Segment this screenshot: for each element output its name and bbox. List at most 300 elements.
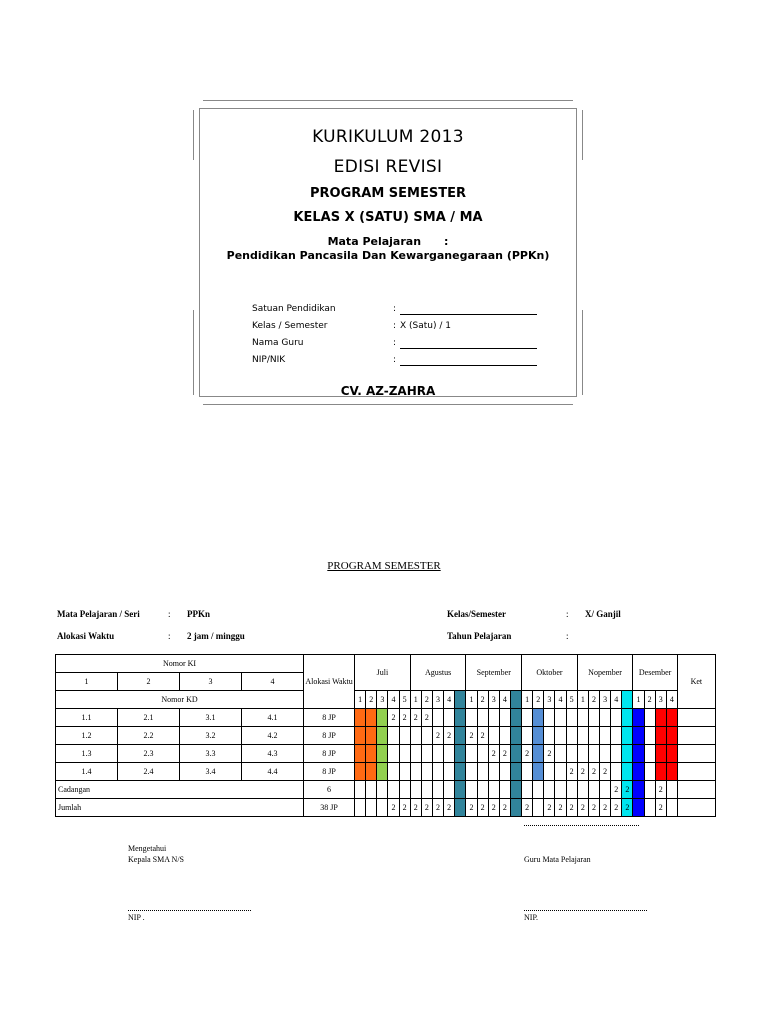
kd-number: 3.1: [180, 709, 242, 727]
schedule-cell: [533, 763, 544, 781]
schedule-cell: [388, 763, 399, 781]
month-header: Juli: [355, 655, 411, 691]
schedule-cell: [544, 727, 555, 745]
schedule-cell: [600, 727, 611, 745]
schedule-cell: [377, 745, 388, 763]
schedule-cell: 2: [566, 763, 577, 781]
header-row-3: [56, 691, 716, 709]
schedule-cell: [666, 781, 677, 799]
week-number: 2: [366, 691, 377, 709]
schedule-cell: [577, 745, 588, 763]
schedule-cell: [488, 727, 499, 745]
schedule-cell: [399, 781, 410, 799]
schedule-cell: [510, 709, 521, 727]
week-number: 2: [644, 691, 655, 709]
schedule-cell: [377, 799, 388, 817]
schedule-cell: [600, 745, 611, 763]
schedule-cell: [611, 745, 622, 763]
header-row-1: [56, 655, 716, 673]
schedule-cell: [388, 781, 399, 799]
schedule-cell: [455, 745, 466, 763]
frame-bottom-line: [203, 404, 573, 405]
schedule-cell: 2: [421, 709, 432, 727]
schedule-cell: [533, 709, 544, 727]
date-dotted-line: [524, 825, 639, 826]
meta-class-label: Kelas/Semester: [447, 609, 506, 619]
schedule-cell: 2: [622, 799, 633, 817]
week-number: 1: [355, 691, 366, 709]
schedule-cell: [600, 781, 611, 799]
schedule-cell: [432, 709, 443, 727]
alokasi-value: 6: [304, 781, 355, 799]
schedule-cell: [622, 763, 633, 781]
alokasi-value: 8 JP: [304, 727, 355, 745]
week-number: 4: [611, 691, 622, 709]
schedule-cell: [455, 781, 466, 799]
field-label-nip: NIP/NIK: [252, 355, 286, 365]
schedule-cell: [510, 799, 521, 817]
schedule-cell: 2: [399, 709, 410, 727]
week-number: 3: [544, 691, 555, 709]
schedule-cell: [510, 781, 521, 799]
schedule-cell: [488, 709, 499, 727]
week-number: 3: [432, 691, 443, 709]
ket-cell: [677, 727, 715, 745]
week-number: 4: [555, 691, 566, 709]
month-header: Nopember: [577, 655, 633, 691]
schedule-cell: [510, 763, 521, 781]
schedule-cell: [566, 727, 577, 745]
schedule-cell: [444, 709, 455, 727]
schedule-cell: 2: [444, 799, 455, 817]
schedule-cell: [566, 709, 577, 727]
kd-number: 3.2: [180, 727, 242, 745]
table-row: [56, 763, 716, 781]
schedule-cell: [410, 727, 421, 745]
schedule-cell: 2: [544, 799, 555, 817]
schedule-cell: [633, 727, 644, 745]
meta-subject-label: Mata Pelajaran / Seri: [57, 609, 140, 619]
schedule-cell: [544, 763, 555, 781]
week-separator: [510, 691, 521, 709]
alokasi-header: Alokasi Waktu: [304, 655, 355, 709]
schedule-cell: [588, 727, 599, 745]
schedule-cell: [444, 763, 455, 781]
meta-year-label: Tahun Pelajaran: [447, 631, 512, 641]
schedule-cell: [444, 781, 455, 799]
kd-number: 1.2: [56, 727, 118, 745]
week-number: 2: [588, 691, 599, 709]
schedule-cell: [600, 709, 611, 727]
frame-top-line: [203, 100, 573, 101]
meta-class-value: X/ Ganjil: [585, 609, 621, 619]
meta-colon: :: [168, 631, 171, 641]
schedule-cell: 2: [655, 799, 666, 817]
schedule-cell: [566, 745, 577, 763]
schedule-cell: [355, 763, 366, 781]
week-number: 2: [477, 691, 488, 709]
schedule-cell: [588, 781, 599, 799]
schedule-cell: [366, 745, 377, 763]
ki-number: 1: [56, 673, 118, 691]
week-number: 2: [421, 691, 432, 709]
schedule-cell: [622, 745, 633, 763]
frame-right-line-lower: [582, 310, 583, 395]
week-separator: [455, 691, 466, 709]
schedule-cell: [510, 727, 521, 745]
field-line-nama-guru: [400, 348, 537, 349]
schedule-cell: [622, 709, 633, 727]
ket-cell: [677, 781, 715, 799]
cover-page: [193, 100, 583, 405]
field-colon: :: [393, 355, 397, 365]
schedule-cell: [355, 799, 366, 817]
schedule-cell: [432, 745, 443, 763]
schedule-cell: 2: [466, 727, 477, 745]
schedule-cell: [611, 709, 622, 727]
kd-number: 2.1: [118, 709, 180, 727]
schedule-cell: [522, 763, 533, 781]
cover-subject-label: Mata Pelajaran :: [327, 235, 449, 248]
schedule-cell: [633, 745, 644, 763]
schedule-cell: 2: [600, 763, 611, 781]
schedule-cell: [421, 727, 432, 745]
schedule-cell: 2: [421, 799, 432, 817]
schedule-cell: [555, 727, 566, 745]
sig-left-line2: Kepala SMA N/S: [128, 855, 184, 864]
schedule-cell: [366, 763, 377, 781]
schedule-cell: [644, 709, 655, 727]
schedule-cell: 2: [555, 799, 566, 817]
kd-number: 3.4: [180, 763, 242, 781]
schedule-cell: [555, 781, 566, 799]
field-colon: :: [393, 338, 397, 348]
schedule-cell: [633, 799, 644, 817]
schedule-cell: 2: [611, 799, 622, 817]
schedule-cell: [455, 709, 466, 727]
schedule-cell: 2: [410, 709, 421, 727]
field-colon: :: [393, 304, 397, 314]
ket-cell: [677, 745, 715, 763]
meta-colon: :: [566, 631, 569, 641]
schedule-cell: [633, 709, 644, 727]
cover-class: KELAS X (SATU) SMA / MA: [293, 210, 483, 225]
kd-number: 1.4: [56, 763, 118, 781]
field-label-satuan: Satuan Pendidikan: [252, 304, 336, 314]
schedule-cell: [644, 781, 655, 799]
schedule-cell: [366, 781, 377, 799]
schedule-cell: [499, 763, 510, 781]
sig-right-nip: NIP.: [524, 913, 539, 922]
sig-right-title: Guru Mata Pelajaran: [524, 855, 591, 864]
week-number: 1: [522, 691, 533, 709]
schedule-cell: 2: [388, 799, 399, 817]
cover-subject: Pendidikan Pancasila Dan Kewarganegaraan (PPKn): [226, 249, 550, 262]
meta-subject-value: PPKn: [187, 609, 211, 619]
schedule-cell: 2: [410, 799, 421, 817]
schedule-cell: [366, 799, 377, 817]
schedule-cell: 2: [522, 799, 533, 817]
field-line-satuan: [400, 314, 537, 315]
schedule-cell: [644, 727, 655, 745]
sig-left-dotted-line: [128, 910, 251, 911]
schedule-cell: [522, 781, 533, 799]
field-label-kelas: Kelas / Semester: [252, 321, 328, 331]
sig-left-line1: Mengetahui: [128, 844, 167, 853]
schedule-cell: [588, 709, 599, 727]
schedule-cell: [477, 745, 488, 763]
schedule-cell: [410, 763, 421, 781]
alokasi-value: 8 JP: [304, 745, 355, 763]
kd-number: 2.4: [118, 763, 180, 781]
schedule-cell: [577, 727, 588, 745]
month-header: Oktober: [522, 655, 578, 691]
schedule-cell: [533, 727, 544, 745]
schedule-cell: [477, 709, 488, 727]
table-row: [56, 745, 716, 763]
schedule-cell: [655, 709, 666, 727]
month-header: Desember: [633, 655, 678, 691]
schedule-cell: [388, 727, 399, 745]
schedule-cell: 2: [577, 799, 588, 817]
field-colon: :: [393, 321, 397, 331]
alokasi-value: 38 JP: [304, 799, 355, 817]
schedule-cell: 2: [499, 799, 510, 817]
schedule-cell: [499, 709, 510, 727]
schedule-cell: [366, 709, 377, 727]
schedule-cell: 2: [477, 727, 488, 745]
meta-colon: :: [168, 609, 171, 619]
schedule-cell: [588, 745, 599, 763]
kd-number: 3.3: [180, 745, 242, 763]
schedule-cell: 2: [544, 745, 555, 763]
schedule-cell: 2: [488, 745, 499, 763]
alokasi-value: 8 JP: [304, 763, 355, 781]
schedule-cell: [377, 781, 388, 799]
month-header: Agustus: [410, 655, 466, 691]
schedule-cell: 2: [399, 799, 410, 817]
week-number: 3: [488, 691, 499, 709]
schedule-cell: [477, 781, 488, 799]
schedule-cell: [499, 781, 510, 799]
schedule-cell: 2: [488, 799, 499, 817]
schedule-cell: 2: [566, 799, 577, 817]
schedule-cell: [566, 781, 577, 799]
schedule-cell: [666, 799, 677, 817]
schedule-cell: [366, 727, 377, 745]
week-separator: [622, 691, 633, 709]
schedule-cell: 2: [444, 727, 455, 745]
ket-cell: [677, 709, 715, 727]
schedule-cell: [466, 763, 477, 781]
schedule-cell: [421, 781, 432, 799]
schedule-cell: [577, 781, 588, 799]
schedule-cell: [488, 763, 499, 781]
field-label-nama-guru: Nama Guru: [252, 338, 304, 348]
meta-time-value: 2 jam / minggu: [187, 631, 245, 641]
schedule-cell: [522, 709, 533, 727]
schedule-cell: 2: [466, 799, 477, 817]
schedule-cell: 2: [588, 799, 599, 817]
schedule-cell: [644, 745, 655, 763]
alokasi-value: 8 JP: [304, 709, 355, 727]
kd-number: 4.2: [242, 727, 304, 745]
schedule-cell: [421, 763, 432, 781]
schedule-cell: [421, 745, 432, 763]
schedule-cell: [488, 781, 499, 799]
schedule-cell: 2: [477, 799, 488, 817]
program-semester-title: PROGRAM SEMESTER: [327, 560, 441, 572]
schedule-cell: [432, 763, 443, 781]
schedule-cell: [377, 763, 388, 781]
week-number: 1: [577, 691, 588, 709]
schedule-cell: 2: [432, 799, 443, 817]
schedule-cell: 2: [432, 727, 443, 745]
schedule-cell: [355, 709, 366, 727]
week-number: 1: [633, 691, 644, 709]
schedule-cell: [633, 763, 644, 781]
row-label: Cadangan: [56, 781, 304, 799]
schedule-cell: [455, 799, 466, 817]
schedule-cell: [455, 763, 466, 781]
schedule-cell: [355, 745, 366, 763]
week-number: 5: [566, 691, 577, 709]
schedule-cell: [533, 781, 544, 799]
program-semester-table: [55, 654, 716, 817]
week-number: 3: [377, 691, 388, 709]
schedule-cell: [432, 781, 443, 799]
schedule-cell: [533, 799, 544, 817]
kd-number: 4.1: [242, 709, 304, 727]
sig-right-dotted-line: [524, 910, 647, 911]
week-number: 4: [388, 691, 399, 709]
schedule-cell: [577, 709, 588, 727]
schedule-cell: 2: [388, 709, 399, 727]
schedule-cell: [555, 763, 566, 781]
schedule-cell: [510, 745, 521, 763]
schedule-cell: [644, 799, 655, 817]
kd-number: 2.2: [118, 727, 180, 745]
schedule-cell: [499, 727, 510, 745]
schedule-cell: [466, 781, 477, 799]
week-number: 1: [466, 691, 477, 709]
schedule-cell: [455, 727, 466, 745]
field-value-kelas: X (Satu) / 1: [400, 321, 451, 331]
schedule-cell: [633, 781, 644, 799]
schedule-cell: [377, 727, 388, 745]
schedule-cell: [466, 709, 477, 727]
schedule-cell: 2: [655, 781, 666, 799]
field-line-nip: [400, 365, 537, 366]
schedule-cell: [666, 745, 677, 763]
schedule-cell: 2: [611, 781, 622, 799]
schedule-cell: 2: [499, 745, 510, 763]
week-number: 5: [399, 691, 410, 709]
schedule-cell: 2: [577, 763, 588, 781]
schedule-cell: [377, 709, 388, 727]
schedule-cell: [399, 727, 410, 745]
week-number: 3: [655, 691, 666, 709]
schedule-cell: [355, 781, 366, 799]
schedule-cell: [655, 745, 666, 763]
sig-left-nip: NIP .: [128, 913, 145, 922]
schedule-cell: [444, 745, 455, 763]
ki-number: 4: [242, 673, 304, 691]
week-number: 4: [444, 691, 455, 709]
ket-cell: [677, 799, 715, 817]
schedule-cell: [655, 763, 666, 781]
ket-cell: [677, 763, 715, 781]
month-header: September: [466, 655, 522, 691]
week-number: 4: [499, 691, 510, 709]
schedule-cell: [611, 763, 622, 781]
schedule-cell: [388, 745, 399, 763]
schedule-cell: [544, 709, 555, 727]
schedule-cell: [399, 745, 410, 763]
table-row: [56, 709, 716, 727]
cover-title: KURIKULUM 2013: [312, 127, 464, 147]
schedule-cell: [666, 727, 677, 745]
schedule-cell: [355, 727, 366, 745]
ket-header: Ket: [677, 655, 715, 709]
schedule-cell: [410, 781, 421, 799]
week-number: 1: [410, 691, 421, 709]
week-number: 4: [666, 691, 677, 709]
schedule-cell: 2: [588, 763, 599, 781]
cover-edition: EDISI REVISI: [333, 157, 443, 177]
table-row: [56, 781, 716, 799]
schedule-cell: [666, 763, 677, 781]
schedule-cell: 2: [622, 781, 633, 799]
cover-publisher: CV. AZ-ZAHRA: [340, 384, 436, 398]
kd-number: 4.4: [242, 763, 304, 781]
schedule-cell: [522, 727, 533, 745]
nomor-kd-header: Nomor KD: [56, 691, 304, 709]
meta-time-label: Alokasi Waktu: [57, 631, 115, 641]
schedule-cell: [466, 745, 477, 763]
schedule-cell: [611, 727, 622, 745]
schedule-cell: [644, 763, 655, 781]
schedule-cell: [477, 763, 488, 781]
schedule-cell: [555, 745, 566, 763]
schedule-cell: 2: [522, 745, 533, 763]
kd-number: 2.3: [118, 745, 180, 763]
schedule-cell: [655, 727, 666, 745]
schedule-cell: [410, 745, 421, 763]
frame-left-line-lower: [193, 310, 194, 395]
row-label: Jumlah: [56, 799, 304, 817]
ki-number: 2: [118, 673, 180, 691]
schedule-cell: [666, 709, 677, 727]
week-number: 3: [600, 691, 611, 709]
ki-number: 3: [180, 673, 242, 691]
kd-number: 4.3: [242, 745, 304, 763]
table-row: [56, 727, 716, 745]
schedule-cell: [555, 709, 566, 727]
meta-colon: :: [566, 609, 569, 619]
cover-program: PROGRAM SEMESTER: [310, 186, 466, 201]
schedule-cell: 2: [600, 799, 611, 817]
week-number: 2: [533, 691, 544, 709]
schedule-cell: [399, 763, 410, 781]
table-row: [56, 799, 716, 817]
kd-number: 1.3: [56, 745, 118, 763]
schedule-cell: [622, 727, 633, 745]
kd-number: 1.1: [56, 709, 118, 727]
schedule-cell: [544, 781, 555, 799]
nomor-ki-header: Nomor KI: [56, 655, 304, 673]
schedule-cell: [533, 745, 544, 763]
